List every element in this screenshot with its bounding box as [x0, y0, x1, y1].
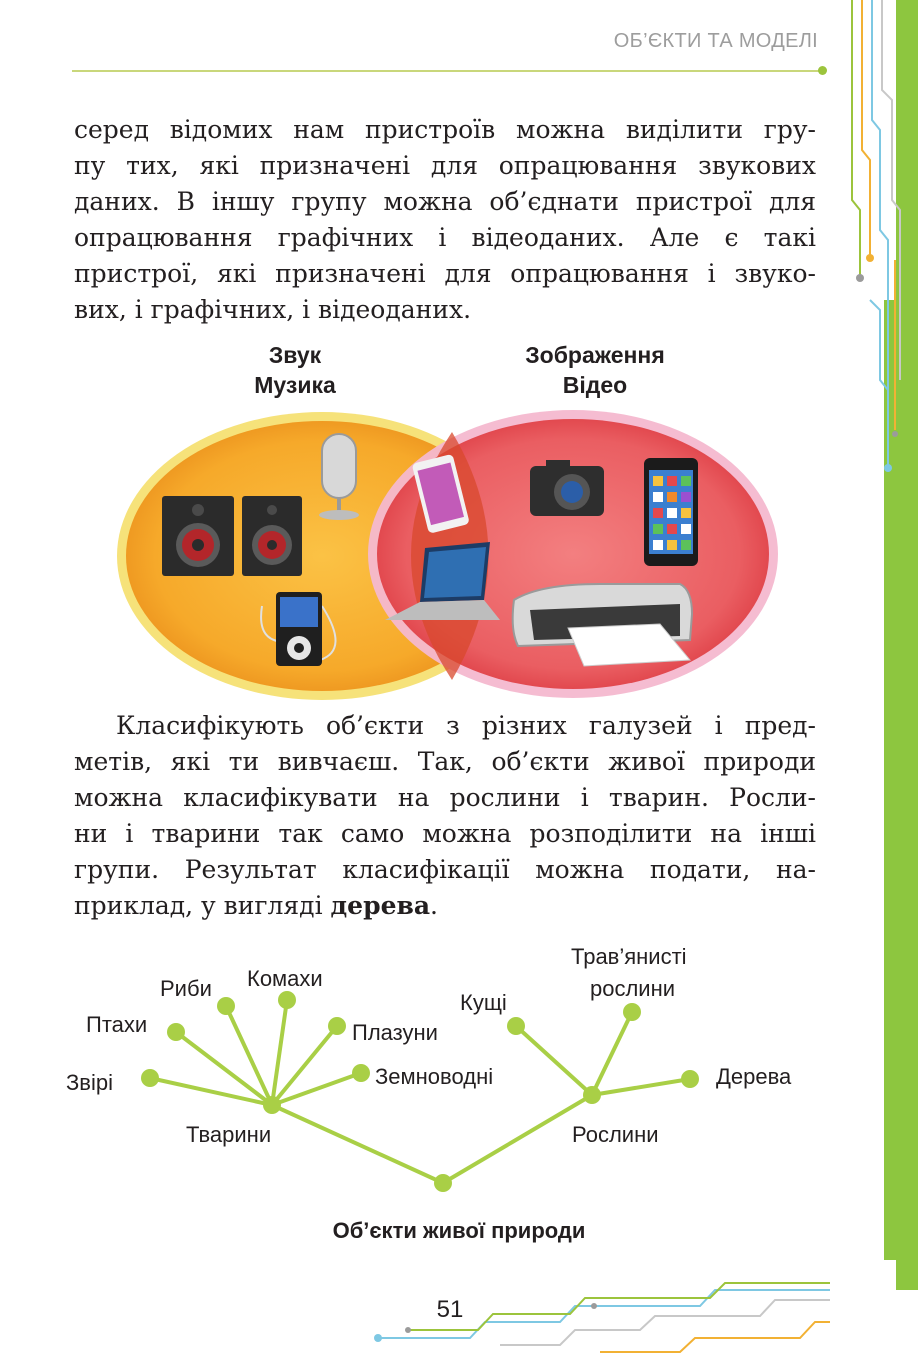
node-plants [583, 1086, 601, 1104]
text-line: даних. В іншу групу можна об’єднати пристрої для [74, 187, 816, 216]
text-line: Класифікують об’єкти з різних галузей і пред- [116, 711, 816, 740]
node-animals [263, 1096, 281, 1114]
node-fish [217, 997, 235, 1015]
text-line: вих, і графічних, і відеоданих. [74, 295, 472, 324]
node-herbs [623, 1003, 641, 1021]
node-birds [167, 1023, 185, 1041]
text-line: групи. Результат класифікації можна подати, на- [74, 855, 816, 884]
label-herbs-line1: Трав’янисті [571, 944, 687, 969]
text-line: пристрої, які призначені для опрацювання і звуко- [74, 259, 816, 288]
text-line: ни і тварини так само можна розподілити на інші [74, 819, 816, 848]
venn-right-label-line2: Відео [562, 372, 628, 398]
label-amphibians: Земноводні [375, 1064, 494, 1089]
page-number: 51 [436, 1296, 464, 1323]
label-trees: Дерева [716, 1064, 792, 1089]
tree-caption: Об’єкти живої природи [332, 1218, 586, 1243]
label-insects: Комахи [247, 966, 323, 991]
label-birds: Птахи [86, 1012, 148, 1037]
node-trees [681, 1070, 699, 1088]
label-reptiles: Плазуни [352, 1020, 438, 1045]
label-herbs-line2: рослини [590, 976, 676, 1001]
text-line: можна класифікувати на рослини і тварин. Росли- [74, 783, 816, 812]
node-amphibians [352, 1064, 370, 1082]
text-line: пу тих, які призначені для опрацювання звукових [74, 151, 816, 180]
bold-term: дерева [330, 891, 431, 920]
section-title: ОБ’ЄКТИ ТА МОДЕЛІ [613, 30, 818, 52]
text-line: метів, які ти вивчаєш. Так, об’єкти живої природи [74, 747, 816, 776]
venn-left-label-line2: Музика [254, 372, 336, 398]
text-suffix: . [430, 891, 438, 920]
label-animals: Тварини [186, 1122, 272, 1147]
node-shrubs [507, 1017, 525, 1035]
label-shrubs: Кущі [460, 990, 507, 1015]
venn-left-label-line1: Звук [268, 342, 322, 368]
text-line: опрацювання графічних і відеоданих. Але є такі [74, 223, 816, 252]
venn-right-label-line1: Зображення [525, 342, 665, 368]
label-beasts: Звірі [66, 1070, 113, 1095]
label-plants: Рослини [572, 1122, 659, 1147]
node-reptiles [328, 1017, 346, 1035]
text-line: серед відомих нам пристроїв можна виділити гру- [74, 115, 816, 144]
label-fish: Риби [160, 976, 212, 1001]
node-root [434, 1174, 452, 1192]
node-beasts [141, 1069, 159, 1087]
text-prefix: приклад, у вигляді [74, 891, 331, 920]
node-insects [278, 991, 296, 1009]
